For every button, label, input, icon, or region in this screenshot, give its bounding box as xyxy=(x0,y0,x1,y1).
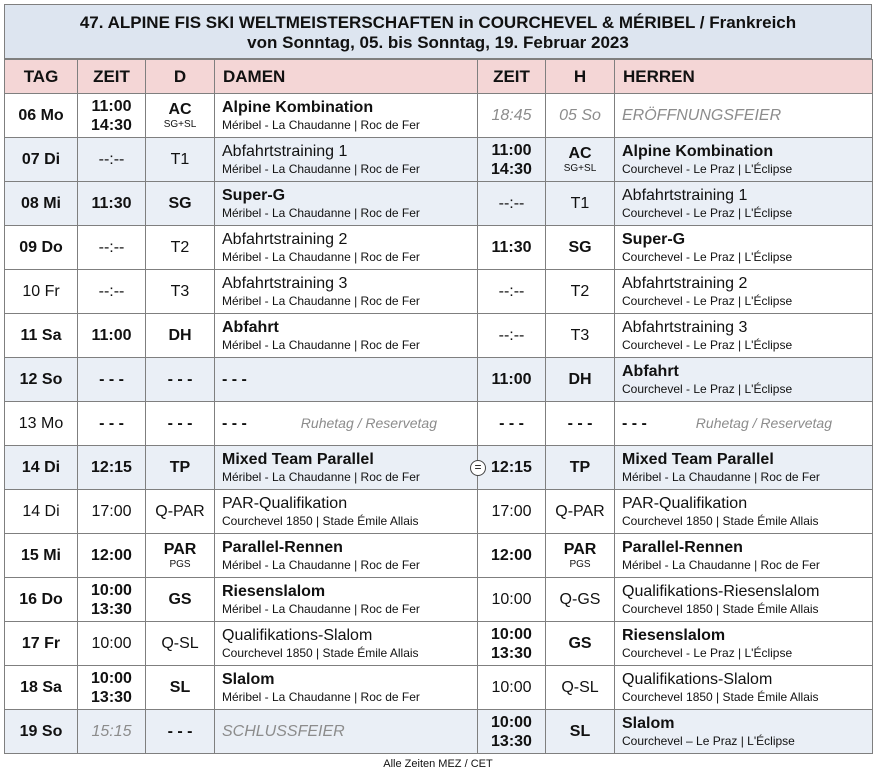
herren-code: T2 xyxy=(570,282,590,300)
herren-code-cell xyxy=(546,534,615,578)
day-cell: 11 Sa xyxy=(5,314,78,358)
header-damen: DAMEN xyxy=(215,60,478,94)
table-row xyxy=(5,138,873,182)
herren-code-cell xyxy=(546,94,615,138)
herren-time: 11:00 xyxy=(491,141,532,159)
damen-event-name: Super-G xyxy=(222,187,286,204)
herren-code-cell xyxy=(546,138,615,182)
equal-icon: = xyxy=(470,460,486,476)
damen-time-cell xyxy=(78,314,146,358)
damen-code-cell xyxy=(146,622,215,666)
herren-time: 17:00 xyxy=(491,503,532,520)
damen-time-cell xyxy=(78,446,146,490)
herren-time-cell xyxy=(478,402,546,446)
herren-time: 13:30 xyxy=(491,732,532,750)
damen-code-cell xyxy=(146,314,215,358)
herren-event-name: Riesenslalom xyxy=(622,627,726,644)
herren-code: T3 xyxy=(570,326,590,344)
herren-code: - - - xyxy=(567,414,593,432)
damen-code-cell xyxy=(146,270,215,314)
herren-event-name: Abfahrtstraining 2 xyxy=(622,275,748,292)
damen-event-name: - - - xyxy=(222,414,247,432)
damen-time-cell xyxy=(78,666,146,710)
herren-venue: Courchevel 1850 | Stade Émile Allais xyxy=(622,602,819,616)
herren-code-cell xyxy=(546,578,615,622)
herren-event-name: Qualifikations-Riesenslalom xyxy=(622,583,820,600)
damen-code: SL xyxy=(169,678,191,696)
herren-time-cell xyxy=(478,622,546,666)
damen-event-name: Abfahrt xyxy=(222,319,279,336)
herren-time-cell xyxy=(478,314,546,358)
damen-time-cell xyxy=(78,358,146,402)
herren-time-cell xyxy=(478,270,546,314)
damen-venue: Méribel - La Chaudanne | Roc de Fer xyxy=(222,294,420,308)
damen-time-cell xyxy=(78,270,146,314)
damen-time-cell xyxy=(78,182,146,226)
herren-code-cell xyxy=(546,182,615,226)
herren-venue: Méribel - La Chaudanne | Roc de Fer xyxy=(622,470,820,484)
herren-event-cell xyxy=(615,270,873,314)
damen-code: Q-PAR xyxy=(155,502,205,520)
day-cell: 07 Di xyxy=(5,138,78,182)
damen-event-name: Alpine Kombination xyxy=(222,99,374,116)
herren-code-cell xyxy=(546,666,615,710)
damen-code-cell xyxy=(146,94,215,138)
damen-code-cell xyxy=(146,402,215,446)
herren-time: 10:00 xyxy=(491,625,532,643)
herren-time: 12:00 xyxy=(491,547,532,564)
herren-venue: Courchevel - Le Praz | L'Éclipse xyxy=(622,382,793,396)
damen-code: T3 xyxy=(170,282,190,300)
damen-code-sub: SG+SL xyxy=(163,118,197,130)
damen-venue: Méribel - La Chaudanne | Roc de Fer xyxy=(222,602,420,616)
herren-event-name: Slalom xyxy=(622,715,675,732)
herren-code-cell xyxy=(546,314,615,358)
damen-venue: Méribel - La Chaudanne | Roc de Fer xyxy=(222,162,420,176)
damen-time: 11:00 xyxy=(91,327,132,344)
damen-event-name: Mixed Team Parallel xyxy=(222,451,374,468)
herren-venue: Courchevel - Le Praz | L'Éclipse xyxy=(622,206,793,220)
herren-venue: Courchevel - Le Praz | L'Éclipse xyxy=(622,294,793,308)
header-d: D xyxy=(146,60,215,94)
herren-venue: Courchevel - Le Praz | L'Éclipse xyxy=(622,646,793,660)
herren-time: 11:00 xyxy=(491,371,532,388)
header-zeit-herren: ZEIT xyxy=(478,60,546,94)
herren-code: T1 xyxy=(570,194,590,212)
herren-code-cell xyxy=(546,446,615,490)
damen-time-cell xyxy=(78,226,146,270)
damen-venue: Méribel - La Chaudanne | Roc de Fer xyxy=(222,558,420,572)
herren-event-cell xyxy=(615,138,873,182)
damen-rest-note: Ruhetag / Reservetag xyxy=(300,414,437,431)
damen-code-cell xyxy=(146,182,215,226)
herren-venue: Courchevel - Le Praz | L'Éclipse xyxy=(622,250,793,264)
damen-code: T2 xyxy=(170,238,190,256)
damen-venue: Méribel - La Chaudanne | Roc de Fer xyxy=(222,118,420,132)
damen-event-cell xyxy=(215,182,478,226)
damen-event-cell xyxy=(215,270,478,314)
damen-code-cell xyxy=(146,446,215,490)
table-row xyxy=(5,358,873,402)
damen-code-sub: PGS xyxy=(169,558,191,570)
header-zeit-damen: ZEIT xyxy=(78,60,146,94)
damen-event-name: PAR-Qualifikation xyxy=(222,495,348,512)
damen-time: 11:30 xyxy=(91,195,132,212)
damen-venue: Méribel - La Chaudanne | Roc de Fer xyxy=(222,250,420,264)
damen-event-cell xyxy=(215,666,478,710)
damen-time-cell xyxy=(78,622,146,666)
damen-event-cell xyxy=(215,314,478,358)
herren-time-cell xyxy=(478,490,546,534)
herren-event-cell xyxy=(615,94,873,138)
table-row xyxy=(5,490,873,534)
herren-time: 18:45 xyxy=(491,107,532,124)
header-tag: TAG xyxy=(5,60,78,94)
day-cell: 19 So xyxy=(5,710,78,754)
table-row xyxy=(5,314,873,358)
damen-venue: Méribel - La Chaudanne | Roc de Fer xyxy=(222,470,420,484)
damen-event-cell xyxy=(215,710,478,754)
herren-code: SL xyxy=(569,722,591,740)
herren-time: 10:00 xyxy=(491,713,532,731)
herren-code: PAR xyxy=(563,540,597,558)
damen-time: 12:15 xyxy=(91,459,132,476)
damen-time: 15:15 xyxy=(91,723,132,740)
table-row xyxy=(5,182,873,226)
table-row xyxy=(5,446,873,490)
table-header-row xyxy=(5,60,873,94)
herren-event-name: ERÖFFNUNGSFEIER xyxy=(622,107,782,124)
damen-time: - - - xyxy=(99,370,124,388)
damen-code: DH xyxy=(168,326,192,344)
damen-code-cell xyxy=(146,666,215,710)
damen-code-cell xyxy=(146,358,215,402)
damen-event-name: SCHLUSSFEIER xyxy=(222,723,345,740)
herren-time: --:-- xyxy=(498,327,525,344)
herren-code-cell xyxy=(546,710,615,754)
herren-venue: Courchevel 1850 | Stade Émile Allais xyxy=(622,690,819,704)
damen-venue: Courchevel 1850 | Stade Émile Allais xyxy=(222,514,419,528)
day-cell: 13 Mo xyxy=(5,402,78,446)
herren-time-cell xyxy=(478,710,546,754)
day-cell: 08 Mi xyxy=(5,182,78,226)
damen-code: PAR xyxy=(163,540,197,558)
herren-code: GS xyxy=(568,634,592,652)
herren-venue: Courchevel - Le Praz | L'Éclipse xyxy=(622,162,793,176)
herren-code-cell xyxy=(546,270,615,314)
damen-code-cell xyxy=(146,710,215,754)
damen-venue: Méribel - La Chaudanne | Roc de Fer xyxy=(222,690,420,704)
herren-event-name: Alpine Kombination xyxy=(622,143,774,160)
herren-event-name: - - - xyxy=(622,414,647,432)
damen-time-cell xyxy=(78,578,146,622)
herren-time-cell xyxy=(478,666,546,710)
damen-code-cell xyxy=(146,138,215,182)
damen-event-name: Abfahrtstraining 2 xyxy=(222,231,348,248)
damen-code: T1 xyxy=(170,150,190,168)
damen-time: - - - xyxy=(99,414,124,432)
herren-event-cell xyxy=(615,226,873,270)
damen-code-cell xyxy=(146,490,215,534)
damen-time: 10:00 xyxy=(91,581,132,599)
damen-code: SG xyxy=(168,194,192,212)
damen-code: - - - xyxy=(167,722,193,740)
damen-event-cell xyxy=(215,138,478,182)
herren-time-cell xyxy=(478,182,546,226)
document-title xyxy=(4,4,872,59)
herren-venue: Méribel - La Chaudanne | Roc de Fer xyxy=(622,558,820,572)
damen-time-cell xyxy=(78,710,146,754)
damen-event-name: - - - xyxy=(222,370,247,388)
damen-code: AC xyxy=(168,100,192,118)
schedule-document xyxy=(4,4,872,770)
damen-time-cell xyxy=(78,402,146,446)
title-line-1: 47. ALPINE FIS SKI WELTMEISTERSCHAFTEN in COURCHEVEL & MÉRIBEL / Frankreich xyxy=(79,13,797,32)
herren-event-name: Abfahrt xyxy=(622,363,679,380)
herren-event-cell xyxy=(615,578,873,622)
damen-event-cell xyxy=(215,446,482,490)
damen-event-name: Slalom xyxy=(222,671,275,688)
herren-venue: Courchevel – Le Praz | L'Éclipse xyxy=(622,734,795,748)
damen-time-cell xyxy=(78,94,146,138)
damen-time: --:-- xyxy=(98,151,125,168)
damen-event-cell xyxy=(215,578,478,622)
damen-event-name: Riesenslalom xyxy=(222,583,326,600)
herren-event-name: Abfahrtstraining 3 xyxy=(622,319,748,336)
damen-code: - - - xyxy=(167,414,193,432)
herren-event-cell xyxy=(615,446,873,490)
herren-time-cell xyxy=(478,578,546,622)
damen-code: - - - xyxy=(167,370,193,388)
herren-event-cell xyxy=(615,622,873,666)
day-cell: 18 Sa xyxy=(5,666,78,710)
herren-code: AC xyxy=(568,144,592,162)
herren-time: 14:30 xyxy=(491,160,532,178)
herren-code-cell xyxy=(546,226,615,270)
herren-code: Q-SL xyxy=(561,678,599,696)
table-row xyxy=(5,666,873,710)
day-cell: 06 Mo xyxy=(5,94,78,138)
damen-event-cell xyxy=(215,358,478,402)
day-cell: 15 Mi xyxy=(5,534,78,578)
herren-rest-note: Ruhetag / Reservetag xyxy=(695,414,832,431)
day-cell: 09 Do xyxy=(5,226,78,270)
damen-time: --:-- xyxy=(98,239,125,256)
damen-code: TP xyxy=(169,458,191,476)
herren-event-name: Parallel-Rennen xyxy=(622,539,743,556)
herren-time-cell xyxy=(478,138,546,182)
damen-venue: Courchevel 1850 | Stade Émile Allais xyxy=(222,646,419,660)
damen-time: 10:00 xyxy=(91,669,132,687)
table-row xyxy=(5,622,873,666)
damen-time-cell xyxy=(78,490,146,534)
damen-venue: Méribel - La Chaudanne | Roc de Fer xyxy=(222,338,420,352)
herren-event-cell xyxy=(615,182,873,226)
table-row xyxy=(5,578,873,622)
title-line-2: von Sonntag, 05. bis Sonntag, 19. Februar 2023 xyxy=(247,33,629,52)
damen-time: --:-- xyxy=(98,283,125,300)
herren-event-name: PAR-Qualifikation xyxy=(622,495,748,512)
damen-event-cell xyxy=(215,622,478,666)
herren-code-sub: SG+SL xyxy=(563,162,597,174)
herren-time-cell xyxy=(478,446,546,490)
damen-time: 12:00 xyxy=(91,547,132,564)
damen-time: 14:30 xyxy=(91,116,132,134)
herren-time: 13:30 xyxy=(491,644,532,662)
herren-venue: Courchevel 1850 | Stade Émile Allais xyxy=(622,514,819,528)
herren-event-name: Super-G xyxy=(622,231,686,248)
header-h: H xyxy=(546,60,615,94)
herren-time-cell xyxy=(478,534,546,578)
header-herren: HERREN xyxy=(615,60,873,94)
day-cell: 17 Fr xyxy=(5,622,78,666)
herren-time: - - - xyxy=(499,414,524,432)
damen-code: Q-SL xyxy=(161,634,199,652)
herren-event-cell xyxy=(615,490,873,534)
herren-event-cell xyxy=(615,314,873,358)
table-row xyxy=(5,226,873,270)
herren-code: TP xyxy=(569,458,591,476)
table-row xyxy=(5,710,873,754)
damen-event-cell xyxy=(215,490,478,534)
damen-event-name: Abfahrtstraining 1 xyxy=(222,143,348,160)
damen-time: 13:30 xyxy=(91,688,132,706)
damen-code: GS xyxy=(168,590,192,608)
damen-event-name: Parallel-Rennen xyxy=(222,539,343,556)
day-cell: 14 Di xyxy=(5,446,78,490)
damen-event-name: Qualifikations-Slalom xyxy=(222,627,373,644)
schedule-table xyxy=(4,59,873,754)
damen-code-cell xyxy=(146,534,215,578)
herren-time: --:-- xyxy=(498,195,525,212)
herren-time: 12:15 xyxy=(491,459,532,476)
damen-venue: Méribel - La Chaudanne | Roc de Fer xyxy=(222,206,420,220)
herren-time: 11:30 xyxy=(491,239,532,256)
table-row xyxy=(5,402,873,446)
herren-time-cell xyxy=(478,358,546,402)
herren-time: 10:00 xyxy=(491,591,532,608)
herren-event-cell xyxy=(615,534,873,578)
herren-venue: Courchevel - Le Praz | L'Éclipse xyxy=(622,338,793,352)
table-row xyxy=(5,534,873,578)
herren-event-cell xyxy=(615,666,873,710)
damen-time: 17:00 xyxy=(91,503,132,520)
herren-event-name: Abfahrtstraining 1 xyxy=(622,187,748,204)
damen-event-cell xyxy=(215,226,478,270)
herren-event-cell xyxy=(615,358,873,402)
herren-code-cell xyxy=(546,622,615,666)
herren-code-sub: PGS xyxy=(569,558,591,570)
damen-time: 11:00 xyxy=(91,97,132,115)
damen-event-cell xyxy=(215,94,478,138)
herren-code-cell xyxy=(546,490,615,534)
herren-event-cell xyxy=(615,402,873,446)
day-cell: 16 Do xyxy=(5,578,78,622)
herren-event-cell xyxy=(615,710,873,754)
table-row xyxy=(5,94,873,138)
table-row xyxy=(5,270,873,314)
herren-code: SG xyxy=(568,238,592,256)
footer-note: Alle Zeiten MEZ / CET xyxy=(383,758,493,770)
herren-time: 10:00 xyxy=(491,679,532,696)
damen-time: 10:00 xyxy=(91,635,132,652)
damen-time-cell xyxy=(78,534,146,578)
herren-code: Q-PAR xyxy=(555,502,605,520)
damen-code-cell xyxy=(146,226,215,270)
herren-code-cell xyxy=(546,358,615,402)
damen-event-name: Abfahrtstraining 3 xyxy=(222,275,348,292)
herren-code-cell xyxy=(546,402,615,446)
herren-code: 05 So xyxy=(559,106,601,124)
herren-time: --:-- xyxy=(498,283,525,300)
herren-code: DH xyxy=(568,370,592,388)
herren-time-cell xyxy=(478,94,546,138)
damen-time: 13:30 xyxy=(91,600,132,618)
damen-event-cell xyxy=(215,402,478,446)
herren-time-cell xyxy=(478,226,546,270)
herren-event-name: Qualifikations-Slalom xyxy=(622,671,773,688)
herren-code: Q-GS xyxy=(559,590,601,608)
day-cell: 14 Di xyxy=(5,490,78,534)
day-cell: 10 Fr xyxy=(5,270,78,314)
damen-event-cell xyxy=(215,534,478,578)
day-cell: 12 So xyxy=(5,358,78,402)
damen-time-cell xyxy=(78,138,146,182)
damen-code-cell xyxy=(146,578,215,622)
herren-event-name: Mixed Team Parallel xyxy=(622,451,774,468)
